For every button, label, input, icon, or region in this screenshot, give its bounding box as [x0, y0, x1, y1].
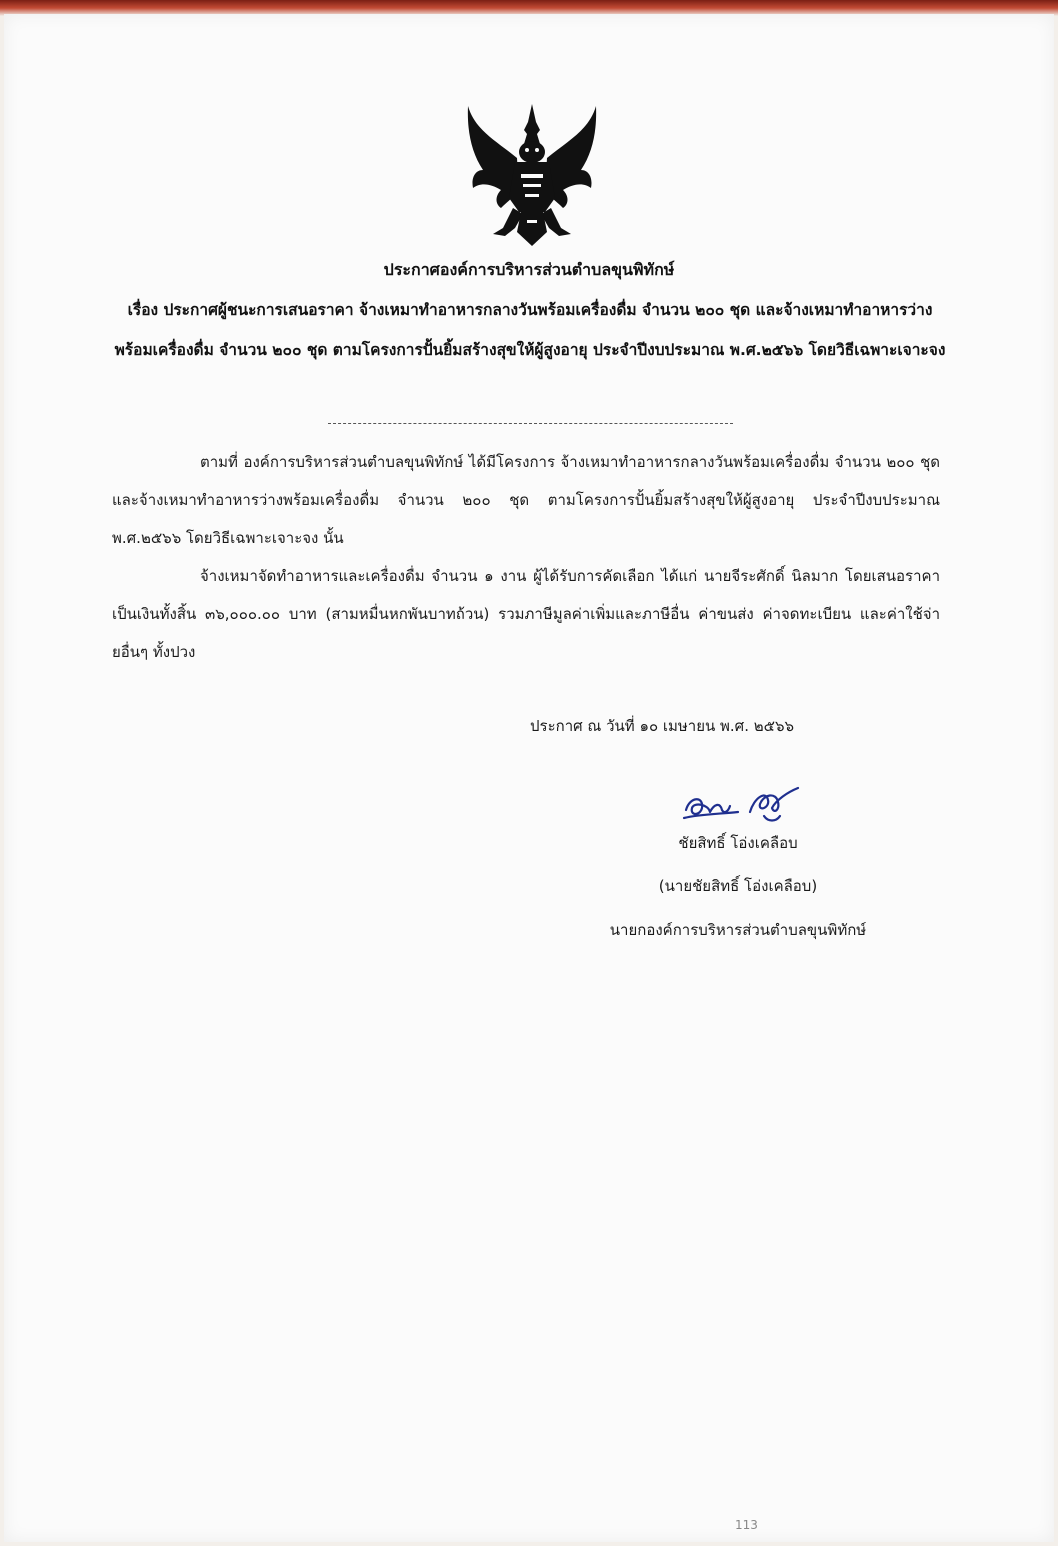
body-paragraph-2: จ้างเหมาจัดทำอาหารและเครื่องดื่ม จำนวน ๑ งาน ผู้ได้รับการคัดเลือก ได้แก่ นายจีระศักดิ์ นิลมาก โดยเสนอราคา เป็นเงินทั้งสิ้น ๓๖,๐๐๐.๐๐ บาท (สามหมื่นหกพันบาทถ้วน) รวมภาษีมูลค่าเพิ่มและภาษีอื่น ค่าขนส่ง ค่าจดทะเบียน และค่าใช้จ่ายอื่นๆ ทั้งปวง [112, 567, 940, 661]
document-subject: เรื่อง ประกาศผู้ชนะการเสนอราคา จ้างเหมาทำอาหารกลางวันพร้อมเครื่องดื่ม จำนวน ๒๐๐ ชุด และจ้างเหมาทำอาหารว่างพร้อมเครื่องดื่ม จำนวน ๒๐๐ ชุด ตามโครงการปั้นยิ้มสร้างสุขให้ผู้สูงอายุ ประจำปีงบประมาณ พ.ศ.๒๕๖๖ โดยวิธีเฉพาะเจาะจง [114, 301, 946, 359]
handwritten-signature [680, 782, 805, 827]
signer-name: ชัยสิทธิ์ โอ่งเคลือบ [678, 834, 798, 852]
body-paragraph-1: ตามที่ องค์การบริหารส่วนตำบลขุนพิทักษ์ ได้มีโครงการ จ้างเหมาทำอาหารกลางวันพร้อมเครื่องดื่ม จำนวน ๒๐๐ ชุด และจ้างเหมาทำอาหารว่างพร้อมเครื่องดื่ม จำนวน ๒๐๐ ชุด ตามโครงการปั้นยิ้มสร้างสุขให้ผู้สูงอายุ ประจำปีงบประมาณ พ.ศ.๒๕๖๖ โดยวิธีเฉพาะเจาะจง นั้น [112, 453, 940, 547]
page-mark: 113 [735, 1518, 758, 1532]
signer-position: นายกองค์การบริหารส่วนตำบลขุนพิทักษ์ [609, 921, 867, 939]
garuda-emblem-icon [465, 100, 599, 250]
separator-line [328, 423, 733, 424]
announcement-date: ประกาศ ณ วันที่ ๑๐ เมษายน พ.ศ. ๒๕๖๖ [530, 717, 795, 735]
signer-full-name: (นายชัยสิทธิ์ โอ่งเคลือบ) [658, 877, 818, 895]
document-title: ประกาศองค์การบริหารส่วนตำบลขุนพิทักษ์ [383, 260, 675, 279]
